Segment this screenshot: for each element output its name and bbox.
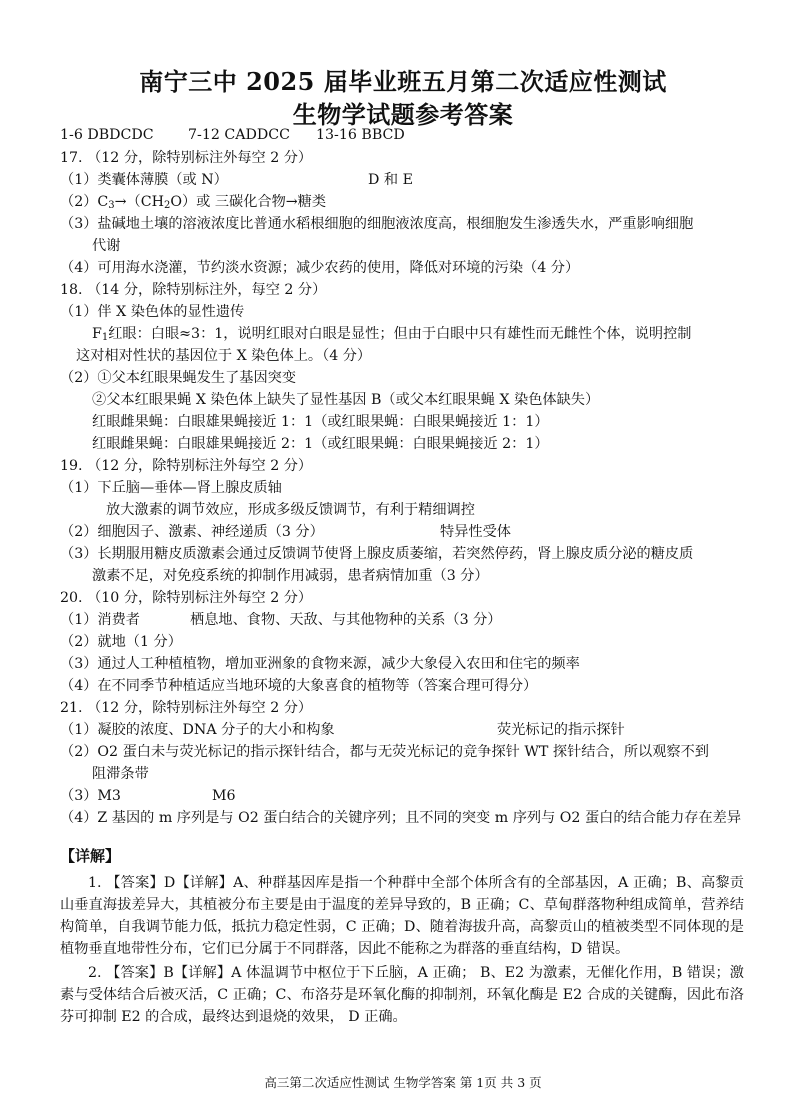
answers-7-12: 7-12 CADDCC — [188, 127, 290, 143]
q21-answer-1b: 荧光标记的指示探针 — [497, 722, 625, 738]
q21-answer-2a: （2）O2 蛋白未与荧光标记的指示探针结合，都与无荧光标记的竞争探针 WT 探针结合，所以观察不到 — [60, 744, 709, 760]
q19-answer-1: （1）下丘脑—垂体—肾上腺皮质轴 — [60, 480, 282, 496]
multiple-choice-answers — [60, 125, 405, 145]
q21-answer-3a: （3）M3 — [60, 788, 121, 804]
q18-answer-1: （1）伴 X 染色体的显性遗传 — [60, 304, 245, 320]
q20-header: 20. （10 分，除特别标注外每空 2 分） — [60, 590, 313, 606]
q20-answer-2: （2）就地（1 分） — [60, 634, 182, 650]
q21-header: 21. （12 分，除特别标注外每空 2 分） — [60, 700, 313, 716]
q18-answer-1-explain: $F_1$红眼：白眼≈3：1，说明红眼对白眼是显性；但由于白眼中只有雄性而无雌性个体，说明控制 — [92, 326, 692, 343]
detail-heading: 【详解】 — [60, 847, 121, 865]
q20-answer-1a: （1）消费者 — [60, 612, 140, 628]
q17-answer-4: （4）可用海水浇灌，节约淡水资源；减少农药的使用，降低对环境的污染（4 分） — [60, 260, 580, 276]
q21-answer-4: （4）Z 基因的 m 序列是与 O2 蛋白结合的关键序列；且不同的突变 m 序列与 O2 蛋白的结合能力存在差异 — [60, 810, 742, 826]
q17-answer-1a: （1）类囊体薄膜（或 N） — [60, 172, 228, 188]
answers-1-6: 1-6 DBDCDC — [60, 127, 154, 143]
q18-answer-2-a: （2）①父本红眼果蝇发生了基因突变 — [60, 370, 297, 386]
q17-answer-2: $(2)C_3\to(CH_2O)$或 三碳化合物→糖类 — [60, 194, 327, 211]
answers-13-16: 13-16 BBCD — [316, 127, 405, 143]
q17-answer-3b: 代谢 — [92, 238, 121, 254]
q21-answer-2b: 阻滞条带 — [92, 766, 149, 782]
q20-answer-4: （4）在不同季节种植适应当地环境的大象喜食的植物等（答案合理可得分） — [60, 678, 538, 694]
page-footer: 高三第二次适应性测试 生物学答案 第 1页 共 3 页 — [264, 1075, 542, 1090]
q20-answer-3: （3）通过人工种植植物，增加亚洲象的食物来源，减少大象侵入农田和住宅的频率 — [60, 656, 580, 672]
q19-answer-1-b: 放大激素的调节效应，形成多级反馈调节，有利于精细调控 — [106, 502, 475, 518]
q18-answer-2-b: ②父本红眼果蝇 X 染色体上缺失了显性基因 B（或父本红眼果蝇 X 染色体缺失） — [92, 392, 600, 408]
q19-answer-3a: （3）长期服用糖皮质激素会通过反馈调节使肾上腺皮质萎缩，若突然停药，肾上腺皮质分泌的糖皮质 — [60, 546, 694, 562]
q18-answer-2-c: 红眼雌果蝇：白眼雄果蝇接近 1：1（或红眼果蝇：白眼果蝇接近 1：1） — [92, 414, 549, 430]
q19-answer-3b: 激素不足，对免疫系统的抑制作用减弱，患者病情加重（3 分） — [92, 568, 489, 584]
q20-answer-1b: 栖息地、食物、天敌、与其他物种的关系（3 分） — [190, 612, 502, 628]
q21-answer-3b: M6 — [212, 788, 236, 804]
q18-answer-1-explain-2: 这对相对性状的基因位于 X 染色体上。（4 分） — [76, 348, 372, 364]
page-subtitle: 生物学试题参考答案 — [292, 100, 514, 129]
q17-answer-1b: D 和 E — [368, 172, 413, 188]
q19-answer-2a: （2）细胞因子、激素、神经递质（3 分） — [60, 524, 324, 540]
q19-answer-2b: 特异性受体 — [440, 524, 511, 540]
q18-header: 18. （14 分，除特别标注外，每空 2 分） — [60, 282, 327, 298]
q18-answer-2-d: 红眼雌果蝇：白眼雄果蝇接近 2：1（或红眼果蝇：白眼果蝇接近 2：1） — [92, 436, 549, 452]
q19-header: 19. （12 分，除特别标注外每空 2 分） — [60, 458, 313, 474]
q17-header: 17. （12 分，除特别标注外每空 2 分） — [60, 150, 313, 166]
detail-paragraph-2: 2. 【答案】B【详解】A 体温调节中枢位于下丘脑，A 正确； B、E2 为激素，无催化作用，B 错误；激素与受体结合后被灭活，C 正确；C、布洛芬是环氧化酶的抑制剂，环氧化酶是 E2 合成的关键酶，因此布洛芬可抑制 E2 的合成，最终达到退烧的效果， D 正确。 — [60, 965, 744, 1025]
page-title: 南宁三中 2025 届毕业班五月第二次适应性测试 — [139, 67, 667, 96]
detail-paragraph-1: 1. 【答案】D【详解】A、种群基因库是指一个种群中全部个体所含有的全部基因，A 正确；B、高黎贡山垂直海拔差异大，其植被分布主要是由于温度的差异导致的，B 正确；C、草甸群落物种组成简单，营养结构简单，自我调节能力低，抵抗力稳定性弱，C 正确；D、随着海拔升高，高黎贡山的植被类型不同体现的是植物垂直地带性分布，它们已分属于不同群落，因此不能称之为群落的垂直结构，D 错误。 — [60, 875, 744, 957]
q17-answer-3a: （3）盐碱地土壤的溶液浓度比普通水稻根细胞的细胞液浓度高，根细胞发生渗透失水，严重影响细胞 — [60, 216, 694, 232]
q21-answer-1a: （1）凝胶的浓度、DNA 分子的大小和构象 — [60, 722, 335, 738]
